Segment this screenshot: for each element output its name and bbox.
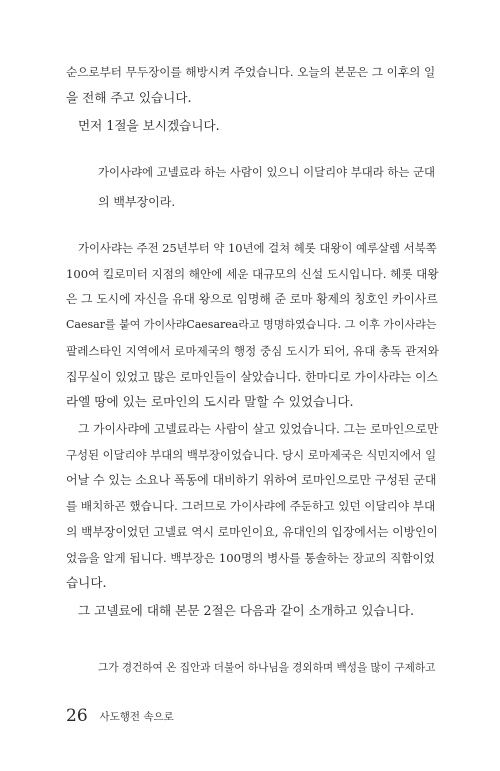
text-line: 팔레스타인 지역에서 로마제국의 행정 중심 도시가 되어, 유대 총독 관저와 <box>66 343 439 358</box>
text-line: 를 배치하곤 했습니다. 그러므로 가이사랴에 주둔하고 있던 이달리야 부대 <box>66 499 436 514</box>
text-line: 습니다. <box>66 575 107 591</box>
text-line: 먼저 1절을 보시겠습니다. <box>78 118 220 133</box>
page-number: 26 <box>66 706 88 726</box>
text-line: 그 가이사랴에 고넬료라는 사람이 살고 있었습니다. 그는 로마인으로만 <box>78 422 439 436</box>
text-line: 집무실이 있었고 많은 로마인들이 살았습니다. 한마디로 가이사랴는 이스 <box>66 369 438 384</box>
page-footer <box>66 706 174 726</box>
text-line: 순으로부터 무두장이를 해방시켜 주었습니다. 오늘의 본문은 그 이후의 일 <box>66 65 436 79</box>
text-line: 었음을 알게 됩니다. 백부장은 100명의 병사를 통솔하는 장교의 직함이었 <box>66 550 435 565</box>
text-line: 구성된 이달리야 부대의 백부장이었습니다. 당시 로마제국은 식민지에서 일 <box>66 447 437 462</box>
text-line: 라엘 땅에 있는 로마인의 도시라 말할 수 있었습니다. <box>66 394 354 410</box>
running-title: 사도행전 속으로 <box>99 711 174 723</box>
quote-line: 그가 경건하여 온 집안과 더불어 하나님을 경외하며 백성을 많이 구제하고 <box>98 662 436 674</box>
text-line: 은 그 도시에 자신을 유대 왕으로 임명해 준 로마 황제의 칭호인 카이사르 <box>66 292 438 307</box>
text-line: Caesar를 붙여 가이사랴Caesarea라고 명명하였습니다. 그 이후 가이사랴는 <box>66 318 437 332</box>
text-line: 그 고넬료에 대해 본문 2절은 다음과 같이 소개하고 있습니다. <box>78 603 415 618</box>
text-line: 을 전해 주고 있습니다. <box>66 89 192 105</box>
text-line: 100여 킬로미터 지점의 해안에 세운 대규모의 신설 도시입니다. 헤롯 대왕 <box>66 266 439 281</box>
text-line: 의 백부장이었던 고넬료 역시 로마인이요, 유대인의 입장에서는 이방인이 <box>66 524 438 539</box>
quote-line: 가이사랴에 고넬료라 하는 사람이 있으니 이달리야 부대라 하는 군대 <box>98 165 436 179</box>
text-line: 가이사랴는 주전 25년부터 약 10년에 걸쳐 헤롯 대왕이 예루살렘 서북쪽 <box>78 241 437 255</box>
quote-line: 의 백부장이라. <box>98 195 176 209</box>
text-line: 어날 수 있는 소요나 폭동에 대비하기 위하여 로마인으로만 구성된 군대 <box>66 473 437 488</box>
